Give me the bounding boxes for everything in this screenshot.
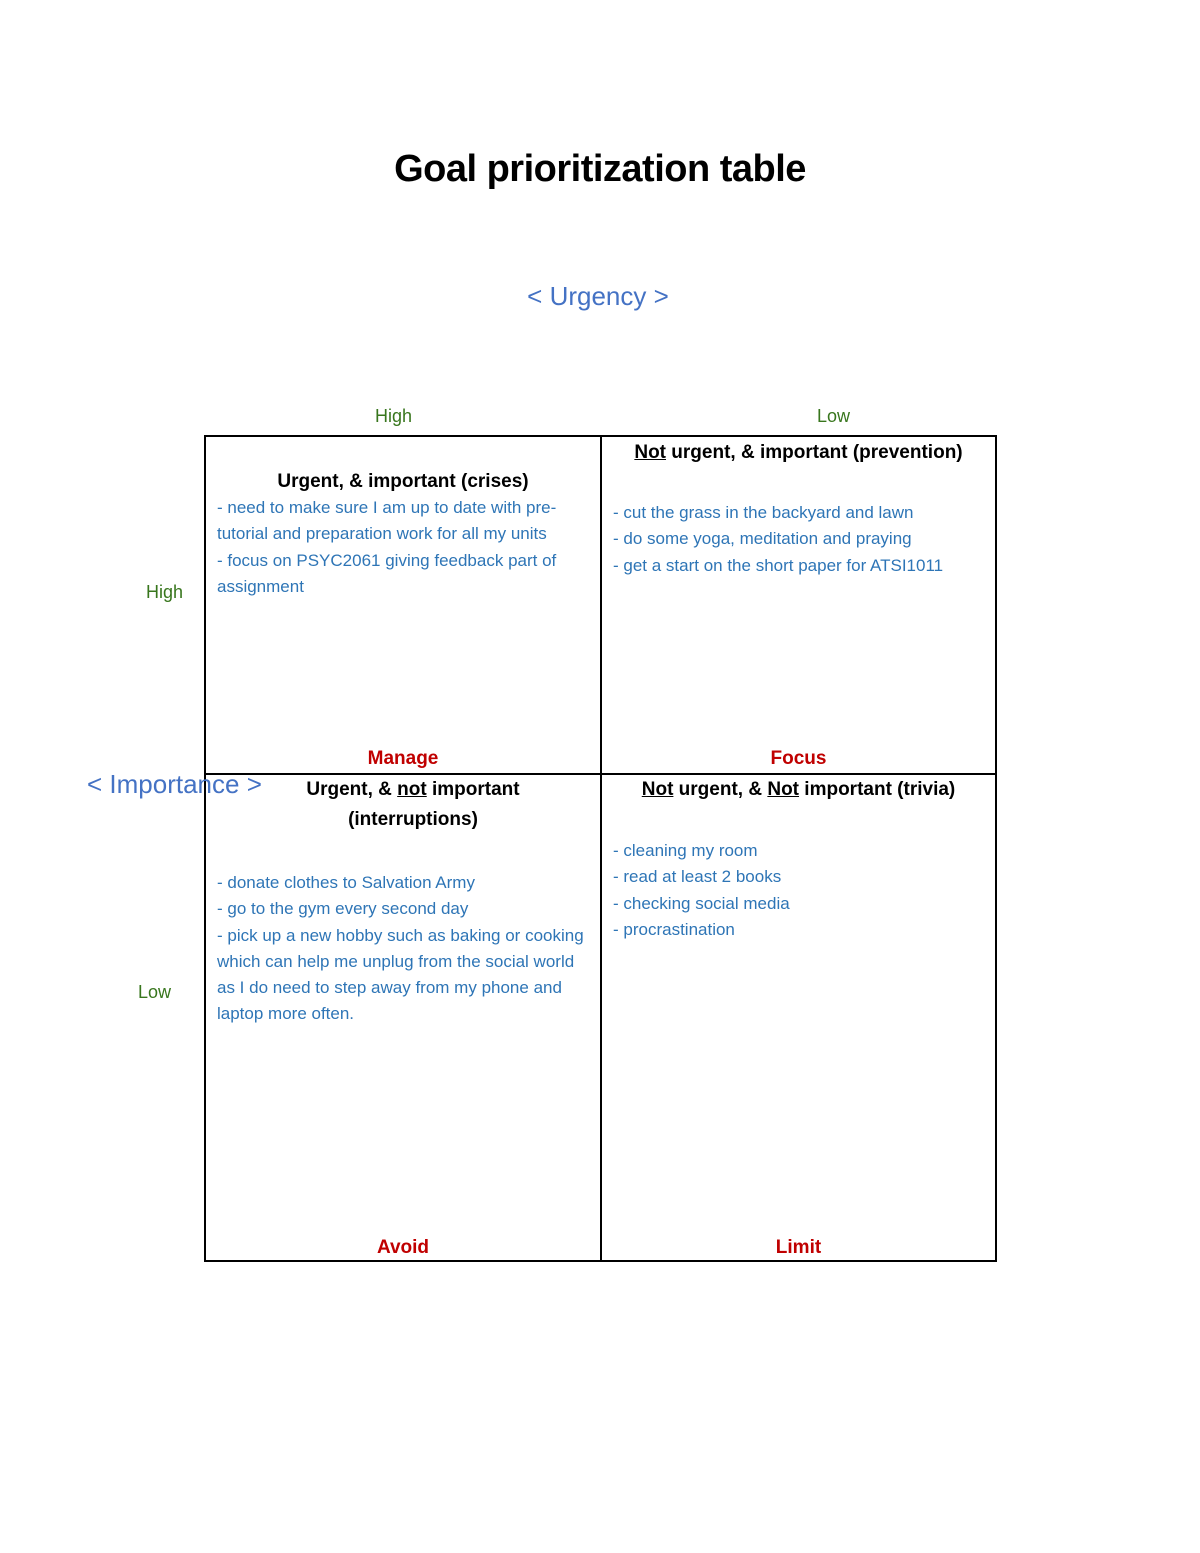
quadrant-title (602, 438, 995, 468)
quadrant-title (206, 775, 600, 835)
quadrant-item-list (217, 870, 592, 1028)
quadrant-not-urgent-important (602, 437, 995, 773)
quadrant-action-label: Avoid (376, 1237, 430, 1258)
quadrant-title-text: urgent, & important (prevention) (666, 442, 963, 463)
quadrant-title (602, 775, 995, 805)
quadrant-title-emphasis: Not (634, 442, 667, 463)
quadrant-action-label: Manage (367, 748, 439, 769)
quadrant-title-emphasis: not (397, 779, 427, 800)
quadrant-title-emphasis: Not (767, 779, 800, 800)
importance-axis-label: < Importance > (87, 769, 262, 799)
list-item: - cleaning my room (613, 841, 758, 860)
quadrant-action-label: Limit (775, 1237, 822, 1258)
importance-high-label: High (146, 582, 184, 602)
quadrant-item-list (613, 838, 988, 943)
quadrant-title-text: important (interruptions) (348, 779, 520, 830)
list-item: - go to the gym every second day (217, 899, 469, 919)
quadrant-action-label: Focus (770, 748, 827, 769)
quadrant-item-list (217, 495, 592, 600)
quadrant-title-emphasis: Not (641, 779, 674, 800)
list-item: - do some yoga, meditation and praying (613, 529, 912, 549)
list-item: - checking social media (613, 893, 790, 913)
list-item: - procrastination (613, 919, 735, 939)
importance-low-label: Low (138, 982, 172, 1002)
urgency-high-label: High (375, 406, 413, 426)
quadrant-not-urgent-not-important (602, 775, 995, 1260)
quadrant-title-text: important (trivia) (799, 779, 956, 800)
list-item: - focus on PSYC2061 giving feedback part of assignment (217, 550, 557, 596)
quadrant-title-text: urgent, & (673, 779, 768, 800)
quadrant-urgent-not-important (206, 775, 600, 1260)
list-item: - pick up a new hobby such as baking or cooking which can help me unplug from the social world as I do need to step away from my phone and laptop more often. (217, 925, 584, 1024)
list-item: - get a start on the short paper for ATSI1011 (613, 555, 944, 575)
quadrant-item-list (613, 500, 988, 579)
quadrant-title-text: Urgent, & (306, 779, 398, 800)
list-item: - cut the grass in the backyard and lawn (613, 503, 914, 522)
urgency-axis-label: < Urgency > (527, 281, 669, 311)
list-item: - donate clothes to Salvation Army (217, 873, 475, 892)
list-item: - read at least 2 books (613, 867, 782, 887)
quadrant-title: Urgent, & important (crises) (277, 471, 529, 492)
priority-matrix (204, 435, 997, 1262)
list-item: - need to make sure I am up to date with pre-tutorial and preparation work for all my units (217, 498, 557, 544)
urgency-low-label: Low (817, 406, 851, 426)
quadrant-urgent-important (206, 437, 600, 773)
page-title: Goal prioritization table (394, 148, 806, 190)
